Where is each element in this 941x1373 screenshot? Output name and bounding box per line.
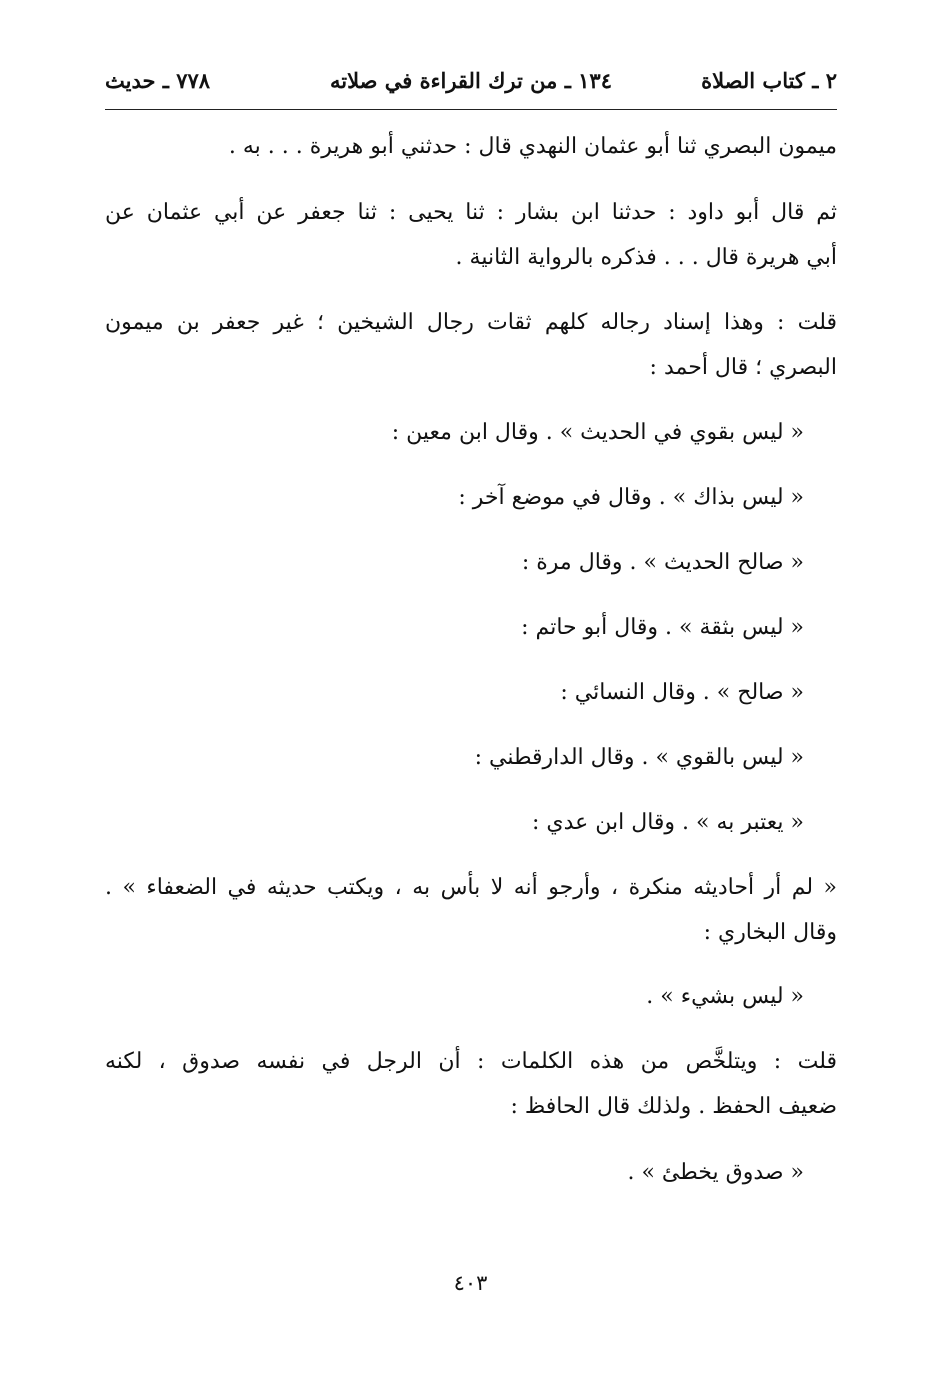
quote-line: « صدوق يخطئ » . [627,1160,804,1185]
quote-line: « ليس بذاك » . وقال في موضع آخر : [458,485,804,510]
justified-text-line: قلت : وهذا إسناد رجاله كلهم ثقات رجال الشيخين ؛ غير جعفر بن ميمون [105,310,837,335]
text-line: أبي هريرة قال . . . فذكره بالرواية الثانية . [455,245,837,270]
quote-line: « صالح الحديث » . وقال مرة : [521,550,804,575]
page-number: ٤٠٣ [453,1271,488,1295]
justified-text-line: « لم أر أحاديثه منكرة ، وأرجو أنه لا بأس به ، ويكتب حديثه في الضعفاء » . [105,875,837,900]
header-chapter-title: ١٣٤ ـ من ترك القراءة في صلاته [330,68,612,93]
header-rule [105,109,837,110]
quote-line: « يعتبر به » . وقال ابن عدي : [531,810,804,835]
justified-text-line: قلت : ويتلخَّص من هذه الكلمات : أن الرجل في نفسه صدوق ، لكنه [105,1049,837,1074]
header-book-title: ٢ ـ كتاب الصلاة [701,68,837,93]
text-line: ميمون البصري ثنا أبو عثمان النهدي قال : حدثني أبو هريرة . . . به . [228,134,837,159]
quote-line: « ليس بالقوي » . وقال الدارقطني : [474,745,804,770]
text-line: وقال البخاري : [703,920,837,945]
running-header [105,68,837,108]
quote-line: « ليس بثقة » . وقال أبو حاتم : [521,615,804,640]
quote-line: « صالح » . وقال النسائي : [560,680,804,705]
text-line: البصري ؛ قال أحمد : [649,355,837,380]
justified-text-line: ثم قال أبو داود : حدثنا ابن بشار : ثنا يحيى : ثنا جعفر عن أبي عثمان عن [105,200,837,225]
header-hadith-number: ٧٧٨ ـ حديث [105,68,211,93]
quote-line: « ليس بقوي في الحديث » . وقال ابن معين : [391,420,804,445]
text-line: ضعيف الحفظ . ولذلك قال الحافظ : [510,1094,837,1119]
quote-line: « ليس بشيء » . [646,984,804,1009]
